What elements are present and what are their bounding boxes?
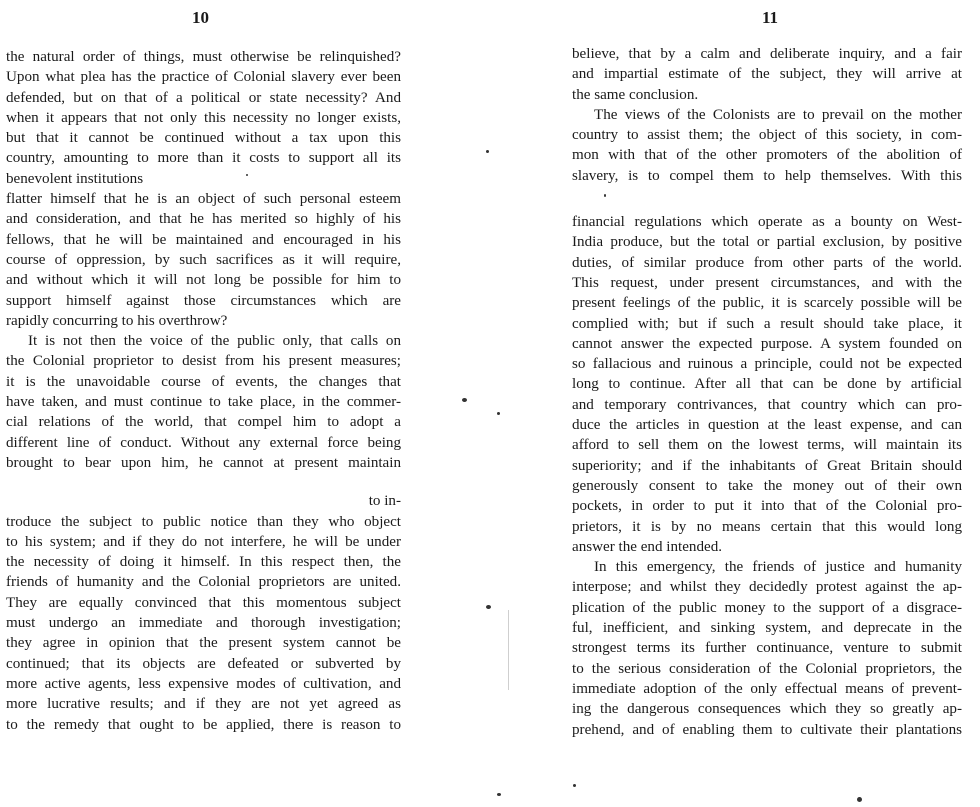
text-line: ing the dangerous consequences which they so greatly ap- xyxy=(572,701,962,718)
text-line: country to assist them; the object of this society, in com- xyxy=(572,127,962,144)
text-line: fellows, that he will be maintained and encouraged in his xyxy=(6,231,401,248)
text-line: This request, under present circumstances, and with the xyxy=(572,274,962,291)
text-line: mon with that of the other promoters of the abolition of xyxy=(572,147,962,164)
text-line: prietors, it is by no means certain that this would long xyxy=(572,518,962,535)
text-line: so fallacious and ruinous a principle, could not be expected xyxy=(572,356,962,373)
text-line: India produce, but the total or partial exclusion, by positive xyxy=(572,234,962,251)
text-line: they agree in opinion that the present system cannot be xyxy=(6,635,401,652)
text-line: duce the articles in question at the least expense, and can xyxy=(572,417,962,434)
text-line: the necessity of doing it himself. In this respect then, the xyxy=(6,554,401,571)
scan-speck xyxy=(573,784,576,787)
text-line: afford to sell them on the lowest terms, will maintain its xyxy=(572,437,962,454)
text-line: brought to bear upon him, he cannot at present maintain xyxy=(6,454,401,471)
scan-speck xyxy=(604,194,606,197)
text-line: continued; that its objects are defeated or subverted by xyxy=(6,655,401,672)
scan-speck xyxy=(486,605,491,609)
text-line: answer the end intended. xyxy=(572,538,723,555)
text-line: pockets, in order to put it into that of the Colonial pro- xyxy=(572,498,962,515)
text-line: complied with; but if such a result should take place, it xyxy=(572,315,962,332)
text-line: and consideration, and that he has merited so highly of his xyxy=(6,211,401,228)
text-line: financial regulations which operate as a bounty on West- xyxy=(572,214,962,231)
text-line: it is the unavoidable course of events, the changes that xyxy=(6,373,401,390)
text-line: and without which it will not long be possible for him to xyxy=(6,272,401,289)
text-line: immediate adoption of the only effectual means of prevent- xyxy=(572,680,962,697)
text-line: different line of conduct. Without any external force being xyxy=(6,434,401,451)
text-line: superiority; and if the inhabitants of Great Britain should xyxy=(572,457,962,474)
text-line: believe, that by a calm and deliberate inquiry, and a fair xyxy=(572,46,962,62)
text-line: In this emergency, the friends of justice and humanity xyxy=(594,559,962,576)
text-line: cannot answer the expected purpose. A system founded on xyxy=(572,335,962,352)
text-line: must undergo an immediate and thorough investigation; xyxy=(6,615,401,632)
scan-speck xyxy=(462,398,467,402)
text-line: country, amounting to more than it costs to support all its xyxy=(6,150,401,167)
gutter-shadow xyxy=(508,610,509,690)
text-line: when it appears that not only this necessity no longer exists, xyxy=(6,109,401,126)
text-line: more lucrative results; and if they are not yet agreed as xyxy=(6,696,401,713)
text-line: rapidly concurring to his overthrow? xyxy=(6,312,228,329)
scan-speck xyxy=(246,174,248,176)
text-line: friends of humanity and the Colonial proprietors are united. xyxy=(6,574,401,591)
text-line: and temporary contrivances, that country which can pro- xyxy=(572,396,962,413)
text-line: have taken, and must continue to take place, in the commer- xyxy=(6,394,401,411)
text-line: They are equally convinced that this momentous subject xyxy=(6,594,401,611)
text-line: defended, but on that of a political or state necessity? And xyxy=(6,89,401,106)
text-line: support himself against those circumstances which are xyxy=(6,292,401,309)
right-page xyxy=(490,0,980,807)
page-number-right: 11 xyxy=(762,8,779,27)
text-line: and impartial estimate of the subject, they will arrive at xyxy=(572,66,962,83)
text-line: It is not then the voice of the public only, that calls on xyxy=(28,333,401,350)
text-line: course of oppression, by such sacrifices as it will require, xyxy=(6,251,401,268)
right-page-body xyxy=(572,44,962,740)
text-line: generously consent to take the money out of their own xyxy=(572,477,962,494)
text-line: present feelings of the public, it is scarcely possible will be xyxy=(572,295,962,312)
scan-speck xyxy=(497,793,501,796)
text-line: the Colonial proprietor to desist from his present measures; xyxy=(6,353,401,370)
text-line: cial relations of the world, that compel him to adopt a xyxy=(6,414,401,431)
text-line: ful, inefficient, and sinking system, and deprecate in the xyxy=(572,620,962,637)
text-line: The views of the Colonists are to prevail on the mother xyxy=(594,106,962,123)
text-line: slavery, is to compel them to help themselves. With this xyxy=(572,167,962,184)
text-line: flatter himself that he is an object of such personal esteem xyxy=(6,191,401,208)
text-line: but that it cannot be continued without a tax upon this xyxy=(6,130,401,147)
text-line: troduce the subject to public notice than they who object xyxy=(6,513,401,530)
text-line: to the serious consideration of the Colonial proprietors, the xyxy=(572,660,962,677)
text-line: strongest terms its further continuance, venture to submit xyxy=(572,640,962,657)
text-line: benevolent institutions xyxy=(6,170,144,187)
text-line: interpose; and whilst they decidedly protest against the ap- xyxy=(572,579,962,596)
scan-speck xyxy=(497,412,500,415)
text-line: to in- xyxy=(368,493,401,510)
text-line: prehend, and of enabling them to cultivate their plantations xyxy=(572,721,962,738)
text-line: long to continue. After all that can be done by artificial xyxy=(572,376,962,393)
text-line: plication of the public money to the support of a disgrace- xyxy=(572,599,962,616)
text-line: the natural order of things, must otherwise be relinquished? xyxy=(6,49,401,65)
text-line: the same conclusion. xyxy=(572,86,699,103)
left-page-body xyxy=(6,47,401,735)
scan-speck xyxy=(486,150,489,153)
text-line: to his system; and if they do not interfere, he will be under xyxy=(6,533,401,550)
scan-speck xyxy=(857,797,862,802)
text-line: to the remedy that ought to be applied, there is reason to xyxy=(6,716,401,733)
text-line: duties, of similar produce from other parts of the world. xyxy=(572,254,962,271)
text-line: Upon what plea has the practice of Colonial slavery ever been xyxy=(6,69,401,86)
page-number-left: 10 xyxy=(192,8,209,27)
text-line: more active agents, less expensive modes of cultivation, and xyxy=(6,675,401,692)
